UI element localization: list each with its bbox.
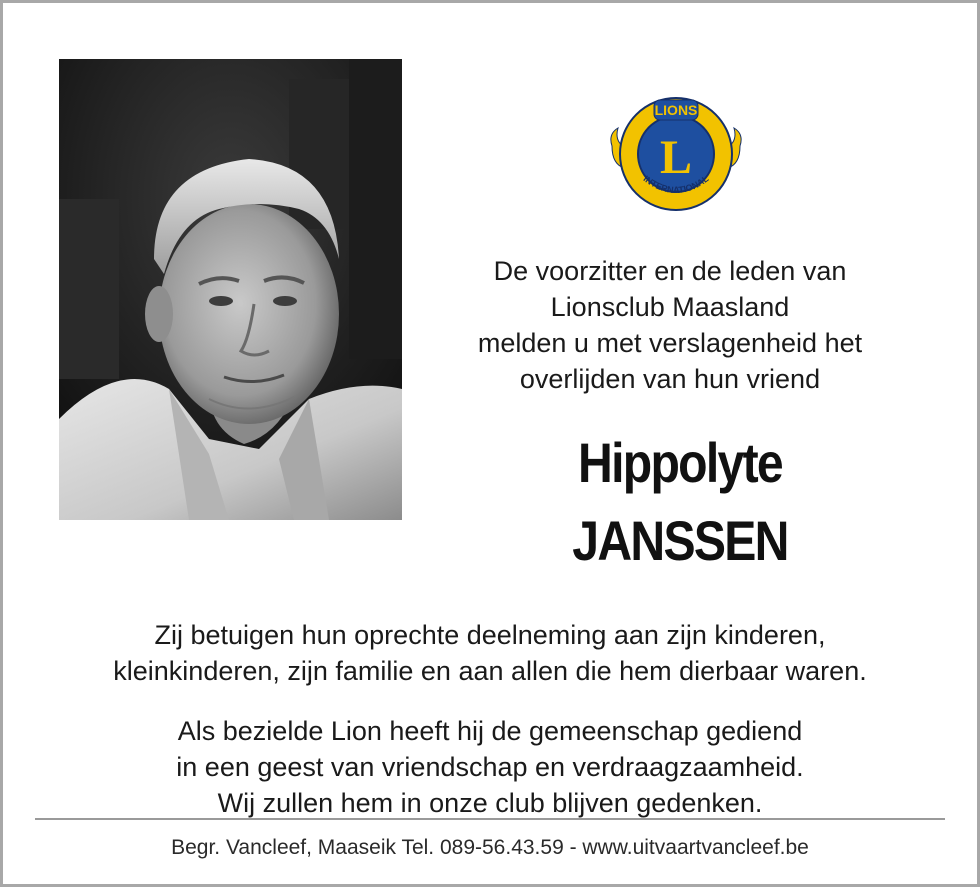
condolence-line: Zij betuigen hun oprechte deelneming aan zijn kinderen, [154,620,826,650]
tribute-paragraph [20,713,960,821]
intro-text [420,253,920,397]
condolence-paragraph [20,617,960,689]
footer-divider [35,818,945,820]
portrait-photo [59,59,402,520]
intro-line: De voorzitter en de leden van [493,256,847,286]
deceased-first-name: Hippolyte [578,431,782,494]
lions-international-logo [604,94,748,216]
tribute-line: Wij zullen hem in onze club blijven gedenken. [217,788,763,818]
condolence-line: kleinkinderen, zijn familie en aan allen die hem dierbaar waren. [113,656,867,686]
tribute-line: in een geest van vriendschap en verdraagzaamheid. [176,752,804,782]
funeral-home-footer: Begr. Vancleef, Maaseik Tel. 089-56.43.59 - www.uitvaartvancleef.be [171,836,809,859]
intro-line: overlijden van hun vriend [519,364,821,394]
intro-line: melden u met verslagenheid het [477,328,863,358]
deceased-last-name: JANSSEN [572,509,788,572]
tribute-line: Als bezielde Lion heeft hij de gemeenschap gediend [177,716,803,746]
logo-center-letter: L [659,131,693,184]
intro-line: Lionsclub Maasland [550,292,790,322]
logo-top-text: LIONS [654,102,698,118]
logo-bottom-text: INTERNATIONAL [641,173,711,196]
